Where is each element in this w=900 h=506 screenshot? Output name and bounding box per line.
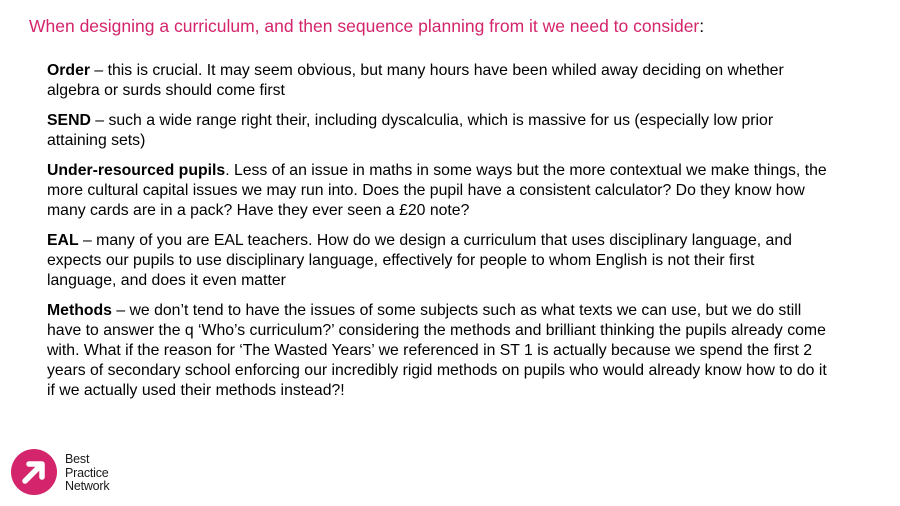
logo-wordmark xyxy=(65,453,109,494)
slide-title-colon: : xyxy=(699,16,705,36)
point-text: – many of you are EAL teachers. How do we design a curriculum that uses disciplinary language, and expects our pupils to use disciplinary language, effectively for people to whom English is not their first language, and does it even matter xyxy=(47,232,792,289)
point-methods xyxy=(47,301,827,401)
best-practice-network-logo xyxy=(10,448,150,498)
logo-line-practice: Practice xyxy=(65,465,109,480)
point-under-resourced xyxy=(47,161,827,221)
point-text: – this is crucial. It may seem obvious, but many hours have been whiled away deciding on whether algebra or surds should come first xyxy=(47,62,784,99)
point-text: . Less of an issue in maths in some ways but the more contextual we make things, the more cultural capital issues we may run into. Does the pupil have a consistent calculator? Do they know how many cards are in a pack? Have they ever seen a £20 note? xyxy=(47,162,827,219)
slide-title xyxy=(29,15,704,37)
logo-line-best: Best xyxy=(65,452,90,466)
point-text: – we don’t tend to have the issues of some subjects such as what texts we can use, but we do still have to answer the q ‘Who’s curriculum?’ considering the methods and brilliant thinking the pupils already come with. What if the reason for ‘The Wasted Years’ we referenced in ST 1 is actually because we spend the first 2 years of secondary school enforcing our incredibly rigid methods on pupils who would already know how to do it if we actually used their methods instead?! xyxy=(47,302,827,399)
point-term: Methods xyxy=(47,302,112,319)
point-text: – such a wide range right their, including dyscalculia, which is massive for us (especially low prior attaining sets) xyxy=(47,112,774,149)
point-term: Order xyxy=(47,62,91,79)
point-term: Under-resourced pupils xyxy=(47,162,226,179)
point-eal xyxy=(47,231,827,291)
consideration-list xyxy=(47,61,827,411)
slide-title-text: When designing a curriculum, and then sequence planning from it we need to consider xyxy=(29,16,700,36)
arrow-up-right-icon xyxy=(10,448,58,496)
point-send xyxy=(47,111,827,151)
logo-line-network: Network xyxy=(65,479,110,493)
point-term: EAL xyxy=(47,232,79,249)
point-order xyxy=(47,61,827,101)
point-term: SEND xyxy=(47,112,91,129)
